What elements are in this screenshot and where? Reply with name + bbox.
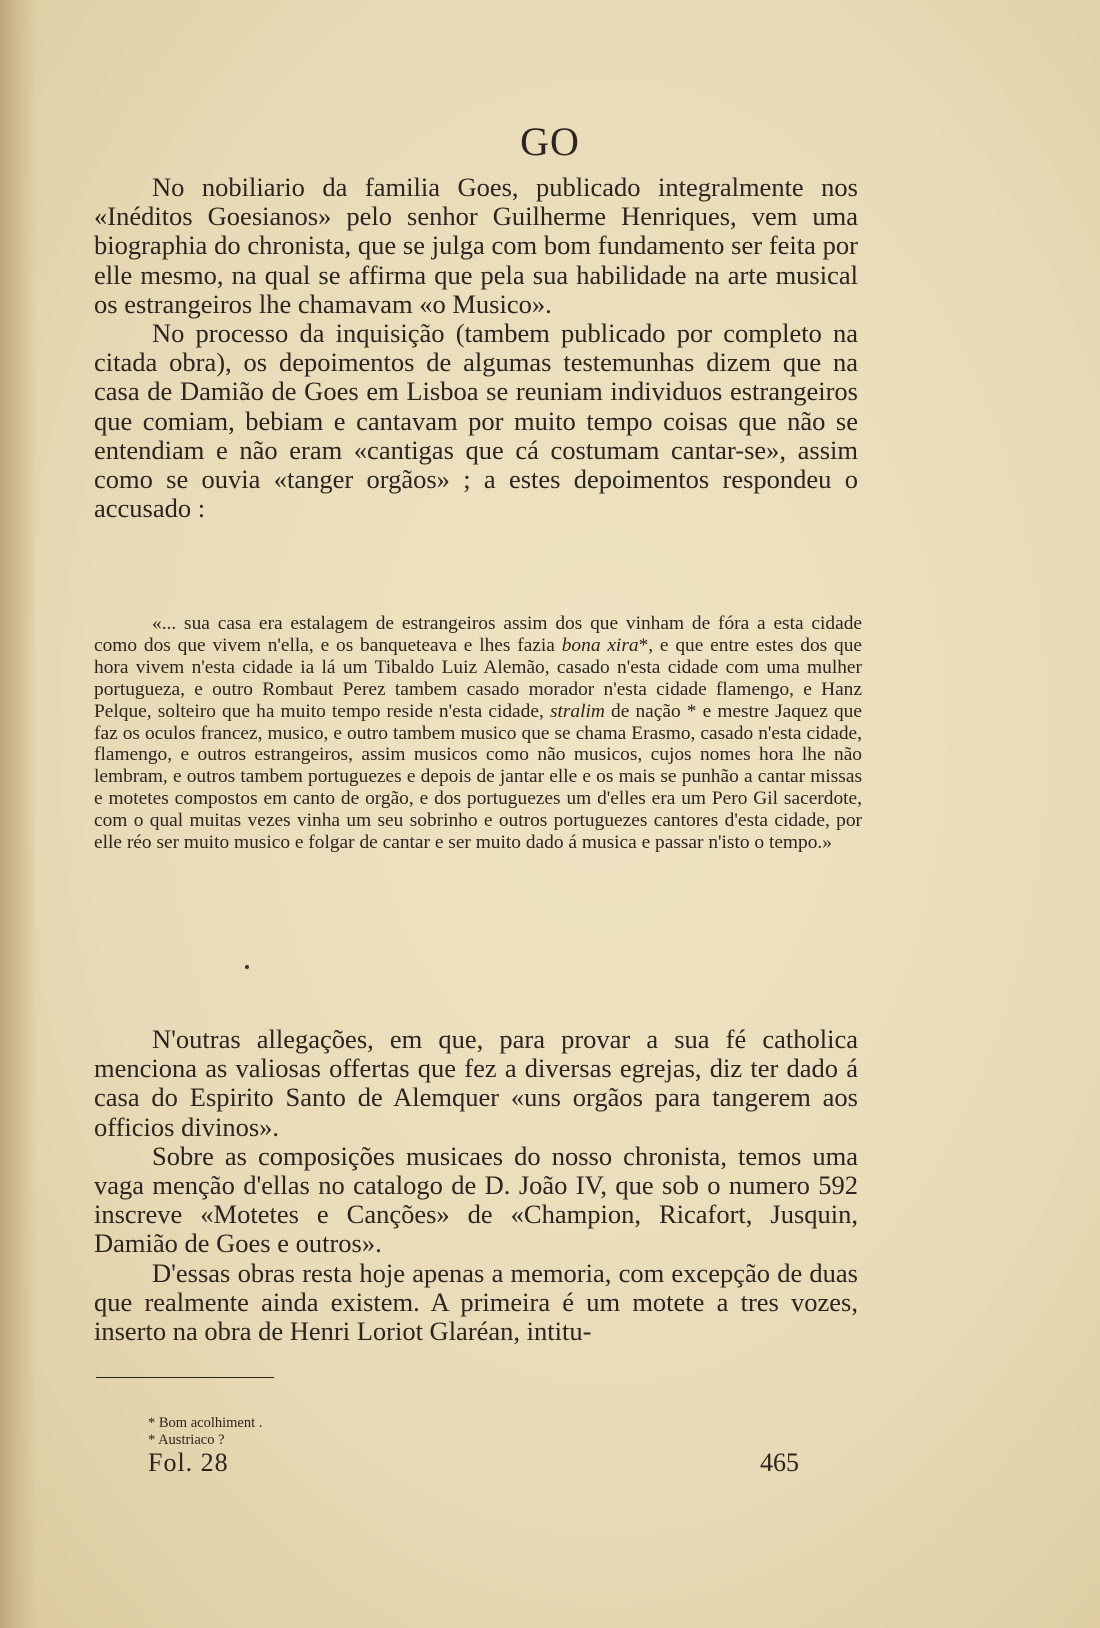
- signature-mark: Fol. 28: [148, 1448, 229, 1477]
- paragraph: N'outras allegações, em que, para provar a sua fé catholica menciona as valiosas offertas que fez a diversas egrejas, diz ter dado á casa do Espirito Santo de Alemquer «uns orgãos para tangerem aos officios divinos».: [94, 1024, 858, 1142]
- body-text-top: [94, 173, 858, 523]
- footnote-rule: [96, 1377, 274, 1378]
- quote-text: de nação * e mestre Jaquez que faz os oculos francez, musico, e outro tambem musico que se chama Erasmo, casado n'esta cidade, flamengo, e outros estrangeiros, assim musicos como não musicos, cujos nomes hora lhe não lembram, e outros tambem portuguezes e depois de jantar elle e os mais se punhão a cantar missas e motetes compostos em canto de orgão, e dos portuguezes um d'elles era um Pero Gil sacerdote, com o qual muitas vezes vinha um seu sobrinho e outros portuguezes cantores d'esta cidade, por elle réo ser muito musico e folgar de cantar e ser muito dado á musica e passar n'isto o tempo.»: [94, 700, 862, 854]
- page-edge-shadow: [0, 0, 38, 1628]
- quote-italic-term: stralim: [549, 700, 605, 722]
- footnote: * Austriaco ?: [148, 1432, 225, 1448]
- body-text-bottom: [94, 1025, 858, 1346]
- quote-text: *, e que entre estes dos que hora vivem n'esta cidade ia lá um Tibaldo Luiz Alemão, casado n'esta cidade com uma mulher portugueza, e outro Rombaut Perez tambem casado morador n'esta cidade flamengo, e Hanz Pelque, solteiro que ha muito tempo reside n'esta cidade,: [94, 634, 862, 722]
- footnote: * Bom acolhiment .: [148, 1415, 263, 1431]
- paragraph: No nobiliario da familia Goes, publicado integralmente nos «Inéditos Goesianos» pelo senhor Guilherme Henriques, vem uma biographia do chronista, que se julga com bom fundamento ser feita por elle mesmo, na qual se affirma que pela sua habilidade na arte musical os estrangeiros lhe chamavam «o Musico».: [94, 172, 858, 319]
- quote-italic-term: bona xira: [561, 634, 639, 656]
- running-header: GO: [520, 119, 580, 164]
- footnotes: [148, 1415, 262, 1449]
- paragraph: No processo da inquisição (tambem publicado por completo na citada obra), os depoimentos de algumas testemunhas dizem que na casa de Damião de Goes em Lisboa se reuniam individuos estrangeiros que comiam, bebiam e cantavam por muito tempo coisas que não se entendiam e não eram «cantigas que cá costumam cantar-se», assim como se ouvia «tanger orgãos» ; a estes depoimentos respondeu o accusado :: [94, 318, 858, 524]
- paragraph: D'essas obras resta hoje apenas a memoria, com excepção de duas que realmente ainda existem. A primeira é um motete a tres vozes, inserto na obra de Henri Loriot Glaréan, intitu-: [94, 1257, 858, 1347]
- page-number: 465: [760, 1448, 799, 1477]
- block-quote: [94, 613, 862, 854]
- quote-text: «... sua casa era estalagem de estrangeiros assim dos que vinham de fóra a esta cidade como dos que vivem n'ella, e os banqueteava e lhes fazia: [94, 613, 862, 656]
- ink-dot: [245, 965, 249, 969]
- quote-paragraph: [94, 613, 862, 854]
- paragraph: Sobre as composições musicaes do nosso chronista, temos uma vaga menção d'ellas no catalogo de D. João IV, que sob o numero 592 inscreve «Motetes e Canções» de «Champion, Ricafort, Jusquin, Damião de Goes e outros».: [94, 1140, 858, 1259]
